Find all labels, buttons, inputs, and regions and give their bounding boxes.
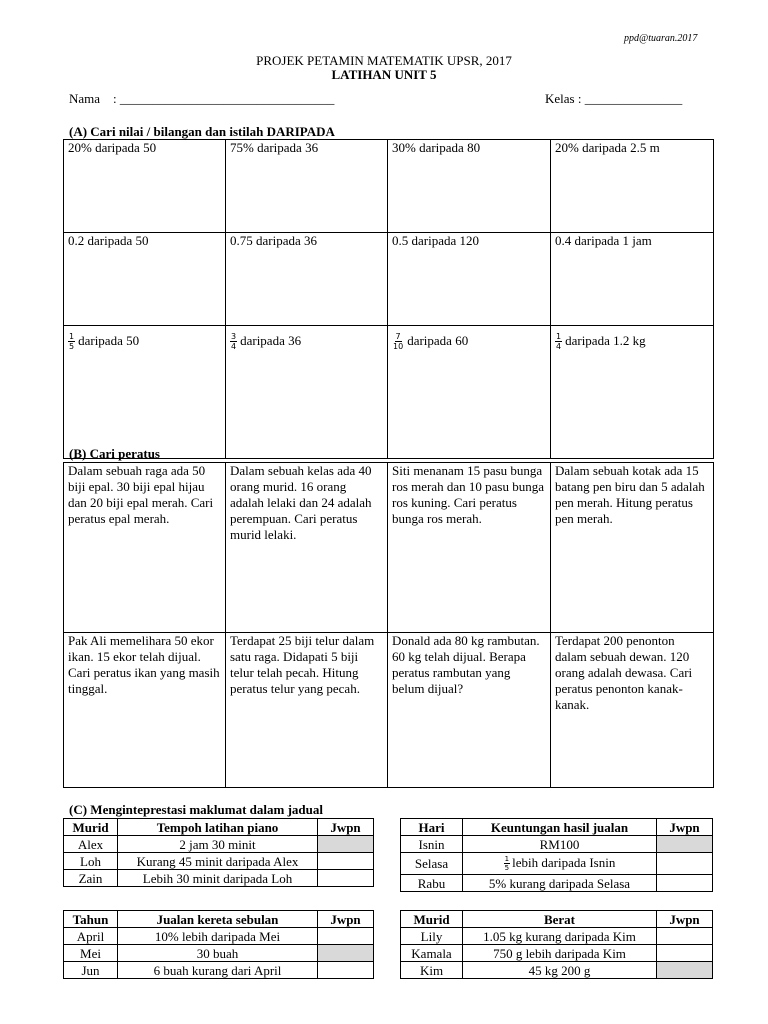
table-sales-profit — [400, 818, 713, 892]
question-cell[interactable]: Terdapat 200 penonton dalam sebuah dewan. 120 orang adalah dewasa. Cari peratus penonton kanak-kanak. — [551, 633, 714, 788]
table-row — [401, 945, 713, 962]
section-a-row-2 — [64, 233, 714, 326]
question-cell[interactable]: Dalam sebuah kotak ada 15 batang pen biru dan 5 adalah pen merah. Hitung peratus pen merah. — [551, 463, 714, 633]
question-text: daripada 1.2 kg — [565, 333, 646, 348]
table-row — [401, 875, 713, 892]
section-b-row-1 — [64, 463, 714, 633]
cell: Selasa — [401, 853, 463, 875]
answer-cell-shaded — [657, 962, 713, 979]
question-cell[interactable] — [226, 326, 388, 459]
question-cell[interactable]: 0.5 daripada 120 — [388, 233, 551, 326]
answer-cell[interactable] — [318, 962, 374, 979]
page-title: PROJEK PETAMIN MATEMATIK UPSR, 2017 — [256, 53, 512, 68]
column-header: Tempoh latihan piano — [118, 819, 318, 836]
table-header-row — [64, 819, 374, 836]
answer-cell[interactable] — [318, 928, 374, 945]
column-header: Berat — [463, 911, 657, 928]
answer-cell-shaded — [318, 836, 374, 853]
question-cell[interactable]: 20% daripada 50 — [64, 140, 226, 233]
table-row — [64, 836, 374, 853]
section-b-heading: (B) Cari peratus — [69, 446, 160, 461]
page-subtitle: LATIHAN UNIT 5 — [331, 67, 437, 82]
table-row — [64, 870, 374, 887]
question-cell[interactable]: 0.75 daripada 36 — [226, 233, 388, 326]
section-a-row-3 — [64, 326, 714, 459]
table-row — [64, 928, 374, 945]
cell: Kurang 45 minit daripada Alex — [118, 853, 318, 870]
section-a-row-1 — [64, 140, 714, 233]
credit-text: ppd@tuaran.2017 — [624, 33, 698, 44]
question-cell[interactable] — [64, 326, 226, 459]
table-row — [64, 962, 374, 979]
column-header: Murid — [64, 819, 118, 836]
answer-cell[interactable] — [657, 945, 713, 962]
question-text: daripada 36 — [240, 333, 302, 348]
question-cell[interactable] — [551, 326, 714, 459]
cell: Lebih 30 minit daripada Loh — [118, 870, 318, 887]
cell: April — [64, 928, 118, 945]
cell: RM100 — [463, 836, 657, 853]
fraction: $\frac{7}{10}$ — [393, 331, 404, 351]
cell: Zain — [64, 870, 118, 887]
section-a-table — [63, 139, 714, 459]
column-header: Jwpn — [318, 819, 374, 836]
cell: 10% lebih daripada Mei — [118, 928, 318, 945]
table-row — [401, 928, 713, 945]
answer-cell[interactable] — [318, 870, 374, 887]
question-cell[interactable]: 0.4 daripada 1 jam — [551, 233, 714, 326]
class-field-line[interactable]: Kelas : _______________ — [545, 91, 683, 106]
cell: Isnin — [401, 836, 463, 853]
table-header-row — [64, 911, 374, 928]
question-cell[interactable]: Siti menanam 15 pasu bunga ros merah dan 10 pasu bunga ros kuning. Cari peratus bunga ros merah. — [388, 463, 551, 633]
cell: Kim — [401, 962, 463, 979]
question-text: daripada 50 — [78, 333, 140, 348]
column-header: Jwpn — [657, 911, 713, 928]
column-header: Murid — [401, 911, 463, 928]
cell: Jun — [64, 962, 118, 979]
question-cell[interactable]: Dalam sebuah kelas ada 40 orang murid. 16 orang adalah lelaki dan 24 adalah perempuan. Cari peratus murid lelaki. — [226, 463, 388, 633]
cell: 30 buah — [118, 945, 318, 962]
fraction: $\frac{1}{5}$ — [504, 855, 510, 873]
column-header: Jwpn — [318, 911, 374, 928]
section-a-heading: (A) Cari nilai / bilangan dan istilah DARIPADA — [69, 124, 335, 139]
cell: 45 kg 200 g — [463, 962, 657, 979]
cell: Lily — [401, 928, 463, 945]
question-cell[interactable] — [388, 326, 551, 459]
table-header-row — [401, 911, 713, 928]
fraction: $\frac{3}{4}$ — [231, 331, 237, 351]
table-row — [64, 853, 374, 870]
cell: Mei — [64, 945, 118, 962]
cell: Alex — [64, 836, 118, 853]
question-cell[interactable]: 75% daripada 36 — [226, 140, 388, 233]
column-header: Hari — [401, 819, 463, 836]
name-field-line[interactable]: Nama : _________________________________ — [69, 91, 335, 106]
column-header: Jualan kereta sebulan — [118, 911, 318, 928]
table-row — [401, 962, 713, 979]
table-weight — [400, 910, 713, 979]
column-header: Tahun — [64, 911, 118, 928]
cell: 2 jam 30 minit — [118, 836, 318, 853]
question-text: daripada 60 — [407, 333, 469, 348]
cell: Loh — [64, 853, 118, 870]
question-cell[interactable]: Terdapat 25 biji telur dalam satu raga. Didapati 5 biji telur telah pecah. Hitung peratus telur yang pecah. — [226, 633, 388, 788]
cell: 1.05 kg kurang daripada Kim — [463, 928, 657, 945]
table-piano — [63, 818, 374, 887]
answer-cell[interactable] — [657, 853, 713, 875]
table-car-sales — [63, 910, 374, 979]
fraction: $\frac{1}{5}$ — [69, 331, 75, 351]
fraction: $\frac{1}{4}$ — [556, 331, 562, 351]
cell: Rabu — [401, 875, 463, 892]
section-c-heading: (C) Menginteprestasi maklumat dalam jadual — [69, 802, 323, 817]
answer-cell[interactable] — [657, 875, 713, 892]
cell: 5% kurang daripada Selasa — [463, 875, 657, 892]
question-cell[interactable]: Donald ada 80 kg rambutan. 60 kg telah dijual. Berapa peratus rambutan yang belum dijual? — [388, 633, 551, 788]
question-cell[interactable]: 0.2 daripada 50 — [64, 233, 226, 326]
answer-cell[interactable] — [657, 928, 713, 945]
section-b-table — [63, 462, 714, 788]
answer-cell[interactable] — [318, 853, 374, 870]
cell — [463, 853, 657, 875]
cell: 6 buah kurang dari April — [118, 962, 318, 979]
cell-text: lebih daripada Isnin — [512, 854, 616, 870]
answer-cell-shaded — [318, 945, 374, 962]
table-row — [64, 945, 374, 962]
column-header: Keuntungan hasil jualan — [463, 819, 657, 836]
question-cell[interactable]: 30% daripada 80 — [388, 140, 551, 233]
cell: Kamala — [401, 945, 463, 962]
column-header: Jwpn — [657, 819, 713, 836]
cell: 750 g lebih daripada Kim — [463, 945, 657, 962]
table-row — [401, 836, 713, 853]
table-header-row — [401, 819, 713, 836]
question-cell[interactable]: 20% daripada 2.5 m — [551, 140, 714, 233]
table-row — [401, 853, 713, 875]
answer-cell-shaded — [657, 836, 713, 853]
question-cell[interactable]: Dalam sebuah raga ada 50 biji epal. 30 biji epal hijau dan 20 biji epal merah. Cari peratus epal merah. — [64, 463, 226, 633]
question-cell[interactable]: Pak Ali memelihara 50 ekor ikan. 15 ekor telah dijual. Cari peratus ikan yang masih tinggal. — [64, 633, 226, 788]
section-b-row-2 — [64, 633, 714, 788]
